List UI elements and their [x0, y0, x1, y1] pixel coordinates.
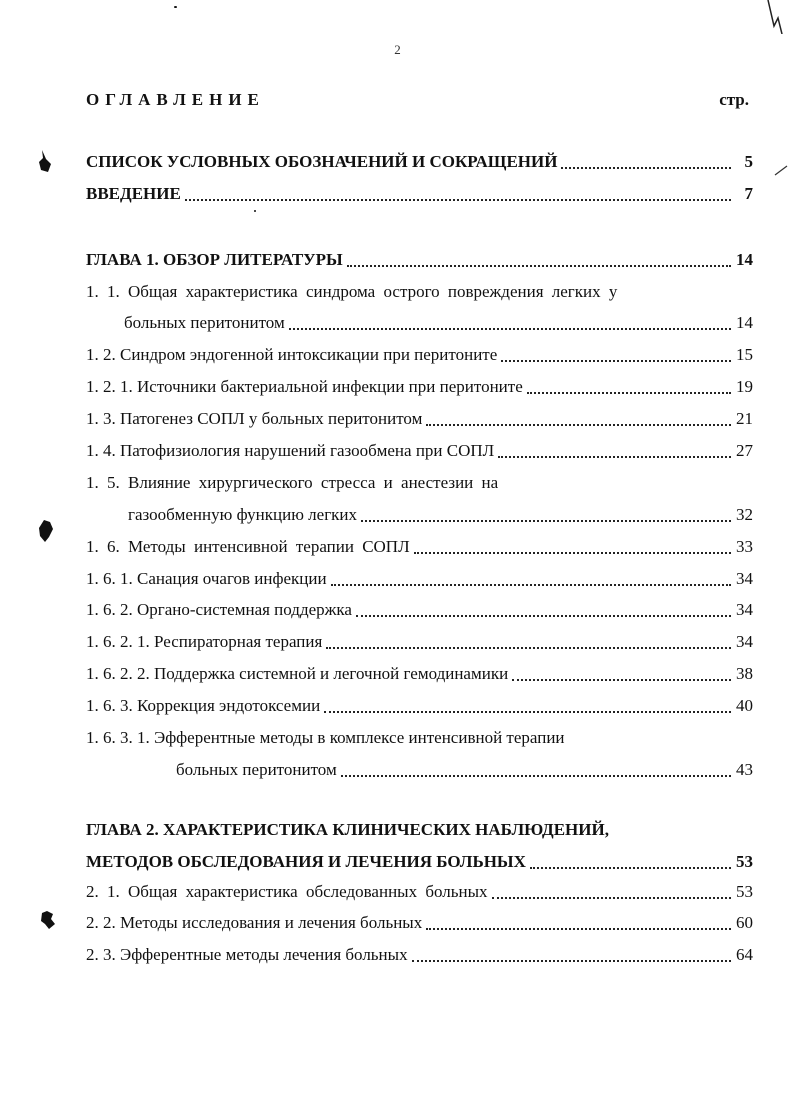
dot-leader — [498, 456, 731, 458]
toc-entry-page: 14 — [736, 250, 753, 269]
toc-entry-page: 53 — [736, 882, 753, 901]
toc-entry-page: 64 — [736, 945, 753, 964]
toc-header — [86, 90, 749, 110]
toc-title: ОГЛАВЛЕНИЕ — [86, 90, 265, 109]
toc-entry-label: 1. 4. Патофизиология нарушений газообмена при СОПЛ — [86, 441, 495, 460]
toc-entry-label: 1. 6. 3. Коррекция эндотоксемии — [86, 696, 321, 715]
toc-entry-page: 27 — [736, 441, 753, 460]
dot-leader — [426, 424, 731, 426]
toc-entry[interactable] — [86, 377, 753, 399]
toc-entry[interactable] — [86, 409, 753, 431]
toc-entry-page: 34 — [736, 600, 753, 619]
toc-entry[interactable] — [128, 505, 753, 527]
toc-entry[interactable] — [86, 537, 753, 559]
toc-entry-page: 60 — [736, 913, 753, 932]
toc-entry[interactable] — [86, 345, 753, 367]
toc-entry-label: 1. 5. Влияние хирургического стресса и анестезии на — [86, 473, 499, 492]
toc-entry-page: 15 — [736, 345, 753, 364]
toc-entry-label: 1. 6. 2. 2. Поддержка системной и легочной гемодинамики — [86, 664, 509, 683]
toc-entry[interactable] — [86, 152, 753, 174]
toc-entry[interactable] — [86, 945, 753, 967]
dot-leader — [426, 928, 731, 930]
toc-entry[interactable] — [176, 760, 753, 782]
dot-leader — [326, 647, 731, 649]
toc-entry-label: 1. 3. Патогенез СОПЛ у больных перитонитом — [86, 409, 423, 428]
toc-entry[interactable] — [86, 852, 753, 874]
toc-entry-label: МЕТОДОВ ОБСЛЕДОВАНИЯ И ЛЕЧЕНИЯ БОЛЬНЫХ — [86, 852, 526, 871]
toc-entry[interactable] — [86, 569, 753, 591]
toc-entry-page: 34 — [736, 569, 753, 588]
scan-mark-top-right — [764, 0, 788, 34]
toc-entry[interactable] — [86, 882, 753, 904]
toc-entry-page: 38 — [736, 664, 753, 683]
toc-entry-page: 33 — [736, 537, 753, 556]
dot-leader — [341, 775, 731, 777]
toc-entry[interactable] — [86, 820, 753, 842]
toc-entry-label: 1. 2. 1. Источники бактериальной инфекции при перитоните — [86, 377, 523, 396]
toc-entry-label: больных перитонитом — [124, 313, 285, 332]
toc-entry-label: ГЛАВА 1. ОБЗОР ЛИТЕРАТУРЫ — [86, 250, 343, 269]
scan-blot-1 — [36, 150, 54, 176]
toc-entry-label: ГЛАВА 2. ХАРАКТЕРИСТИКА КЛИНИЧЕСКИХ НАБЛЮДЕНИЙ, — [86, 820, 609, 839]
dot-leader — [356, 615, 731, 617]
dot-leader — [527, 392, 731, 394]
toc-entry[interactable] — [86, 664, 753, 686]
toc-entry[interactable] — [86, 728, 753, 750]
scan-blot-3 — [38, 910, 58, 932]
toc-entry[interactable] — [86, 696, 753, 718]
dot-leader — [289, 328, 731, 330]
toc-entry-label: газообменную функцию легких — [128, 505, 358, 524]
toc-entry[interactable] — [86, 250, 753, 272]
scan-blot-2 — [36, 518, 58, 544]
toc-entry-page: 40 — [736, 696, 753, 715]
toc-entry-page: 14 — [736, 313, 753, 332]
toc-page-label: стр. — [719, 90, 749, 109]
page-number: 2 — [394, 42, 401, 57]
toc-entry-label: 1. 1. Общая характеристика синдрома острого повреждения легких у — [86, 282, 618, 301]
toc-entry-page: 19 — [736, 377, 753, 396]
scan-mark-right — [774, 164, 788, 176]
toc-entry-label: 1. 6. 3. 1. Эфферентные методы в комплексе интенсивной терапии — [86, 728, 565, 747]
toc-entry-page: 5 — [744, 152, 753, 171]
toc-entry-label: больных перитонитом — [176, 760, 337, 779]
dot-leader — [512, 679, 731, 681]
dot-leader — [185, 199, 731, 201]
toc-entry-label: 2. 3. Эфферентные методы лечения больных — [86, 945, 408, 964]
toc-entry-label: СПИСОК УСЛОВНЫХ ОБОЗНАЧЕНИЙ И СОКРАЩЕНИЙ — [86, 152, 558, 171]
toc-entry-label: 1. 2. Синдром эндогенной интоксикации при перитоните — [86, 345, 498, 364]
dot-leader — [561, 167, 731, 169]
toc-entry-page: 32 — [736, 505, 753, 524]
dot-leader — [412, 960, 731, 962]
toc-entry-label: ВВЕДЕНИЕ — [86, 184, 181, 203]
toc-entry[interactable] — [86, 632, 753, 654]
toc-entry-page: 34 — [736, 632, 753, 651]
dot-leader — [501, 360, 731, 362]
toc-entry-page: 21 — [736, 409, 753, 428]
toc-entry-page: 7 — [744, 184, 753, 203]
dot-leader — [530, 867, 731, 869]
toc-entry[interactable] — [86, 913, 753, 935]
toc-entry[interactable] — [86, 282, 753, 304]
dot-leader — [347, 265, 731, 267]
toc-entry-page: 53 — [736, 852, 753, 871]
toc-entry-label: 1. 6. Методы интенсивной терапии СОПЛ — [86, 537, 410, 556]
toc-entry-label: 1. 6. 2. Органо-системная поддержка — [86, 600, 352, 619]
toc-entry[interactable] — [86, 184, 753, 206]
toc-entry[interactable] — [124, 313, 753, 335]
dot-leader — [361, 520, 731, 522]
toc-entry[interactable] — [86, 600, 753, 622]
dot-leader — [324, 711, 731, 713]
dot-leader — [492, 897, 731, 899]
toc-entry[interactable] — [86, 473, 753, 495]
toc-entry-page: 43 — [736, 760, 753, 779]
toc-entry-label: 1. 6. 2. 1. Респираторная терапия — [86, 632, 323, 651]
dot-leader — [331, 584, 731, 586]
toc-entry[interactable] — [86, 441, 753, 463]
scan-speck — [174, 6, 177, 8]
toc-entry-label: 1. 6. 1. Санация очагов инфекции — [86, 569, 327, 588]
toc-entry-label: 2. 2. Методы исследования и лечения больных — [86, 913, 423, 932]
dot-leader — [414, 552, 731, 554]
scan-speck — [254, 210, 256, 212]
toc-entry-label: 2. 1. Общая характеристика обследованных больных — [86, 882, 488, 901]
